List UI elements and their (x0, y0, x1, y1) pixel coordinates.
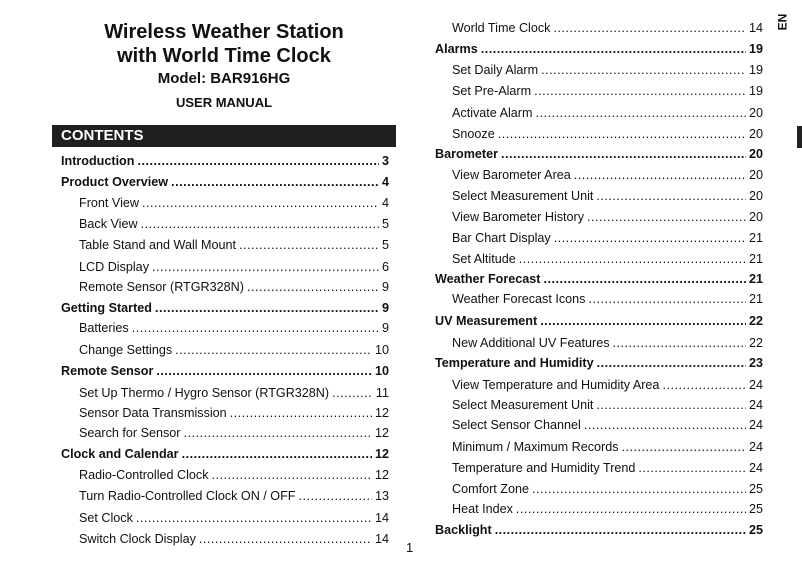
toc-entry[interactable] (452, 397, 763, 413)
toc-entry-label: Weather Forecast Icons (452, 292, 586, 306)
toc-leader-dots (596, 397, 746, 413)
toc-entry-page: 25 (748, 502, 763, 516)
toc-entry-page: 13 (374, 489, 389, 503)
toc-entry[interactable] (79, 488, 389, 504)
toc-entry-page: 25 (748, 523, 763, 537)
toc-entry-page: 12 (374, 447, 389, 461)
toc-entry-page: 9 (381, 321, 389, 335)
toc-entry-page: 24 (748, 440, 763, 454)
toc-leader-dots (481, 41, 746, 57)
toc-entry-label: Barometer (435, 147, 498, 161)
toc-entry-label: Activate Alarm (452, 106, 533, 120)
toc-entry-label: World Time Clock (452, 21, 551, 35)
toc-entry[interactable] (79, 216, 389, 232)
toc-entry[interactable] (79, 510, 389, 526)
toc-entry[interactable] (435, 355, 763, 371)
toc-entry-label: Remote Sensor (61, 364, 154, 378)
toc-entry-page: 21 (748, 292, 763, 306)
toc-leader-dots (519, 251, 746, 267)
toc-entry[interactable] (452, 291, 763, 307)
toc-entry-page: 4 (381, 196, 389, 210)
toc-leader-dots (199, 531, 372, 547)
toc-entry-label: Set Daily Alarm (452, 63, 539, 77)
toc-leader-dots (597, 355, 746, 371)
toc-leader-dots (212, 467, 372, 483)
toc-entry-label: Remote Sensor (RTGR328N) (79, 280, 244, 294)
toc-leader-dots (495, 522, 746, 538)
toc-entry-label: Set Pre-Alarm (452, 84, 532, 98)
toc-entry-label: Select Measurement Unit (452, 398, 594, 412)
toc-entry[interactable] (452, 105, 763, 121)
toc-entry[interactable] (61, 446, 389, 462)
toc-entry-page: 12 (374, 468, 389, 482)
toc-entry-page: 20 (748, 168, 763, 182)
toc-entry-page: 24 (748, 398, 763, 412)
toc-entry[interactable] (452, 417, 763, 433)
toc-entry-label: Search for Sensor (79, 426, 181, 440)
toc-entry-page: 24 (748, 378, 763, 392)
toc-entry[interactable] (61, 153, 389, 169)
section-marker (797, 126, 802, 148)
toc-entry[interactable] (435, 313, 763, 329)
toc-entry[interactable] (452, 460, 763, 476)
language-tab-label: EN (775, 13, 790, 31)
document-title-line2: with World Time Clock (117, 45, 331, 67)
toc-leader-dots (184, 425, 372, 441)
toc-entry-label: Introduction (61, 154, 135, 168)
toc-entry-label: New Additional UV Features (452, 336, 610, 350)
toc-entry-page: 22 (748, 314, 763, 328)
toc-entry-label: Snooze (452, 127, 495, 141)
user-manual-label: USER MANUAL (175, 95, 273, 110)
toc-leader-dots (498, 126, 746, 142)
toc-entry-label: Product Overview (61, 175, 169, 189)
toc-entry-label: View Barometer History (452, 210, 585, 224)
toc-leader-dots (132, 320, 379, 336)
toc-entry[interactable] (452, 335, 763, 351)
toc-entry-page: 6 (381, 260, 389, 274)
toc-leader-dots (596, 188, 746, 204)
toc-entry[interactable] (435, 41, 763, 57)
toc-entry-page: 14 (374, 511, 389, 525)
toc-entry-label: Getting Started (61, 301, 152, 315)
toc-entry-label: Backlight (435, 523, 492, 537)
toc-entry-page: 10 (374, 364, 389, 378)
toc-entry-label: Alarms (435, 42, 478, 56)
toc-leader-dots (175, 342, 372, 358)
toc-leader-dots (171, 174, 379, 190)
toc-entry-page: 4 (381, 175, 389, 189)
toc-leader-dots (152, 259, 379, 275)
toc-entry-label: Clock and Calendar (61, 447, 179, 461)
toc-entry[interactable] (79, 531, 389, 547)
toc-entry-page: 25 (748, 482, 763, 496)
toc-entry-label: Set Up Thermo / Hygro Sensor (RTGR328N) (79, 386, 330, 400)
toc-entry-label: Select Sensor Channel (452, 418, 581, 432)
toc-leader-dots (638, 460, 746, 476)
toc-entry-page: 14 (374, 532, 389, 546)
toc-entry[interactable] (452, 251, 763, 267)
toc-leader-dots (536, 105, 746, 121)
toc-entry-label: Bar Chart Display (452, 231, 551, 245)
toc-entry-label: LCD Display (79, 260, 149, 274)
toc-entry-label: View Temperature and Humidity Area (452, 378, 660, 392)
toc-entry-label: Batteries (79, 321, 129, 335)
toc-entry-page: 12 (374, 406, 389, 420)
toc-entry[interactable] (452, 439, 763, 455)
toc-entry-label: Temperature and Humidity Trend (452, 461, 636, 475)
toc-leader-dots (137, 153, 379, 169)
toc-entry[interactable] (79, 279, 389, 295)
toc-entry[interactable] (435, 522, 763, 538)
toc-entry-page: 11 (375, 386, 389, 400)
toc-entry[interactable] (79, 405, 389, 421)
model-number: Model: BAR916HG (157, 70, 291, 87)
toc-leader-dots (543, 271, 746, 287)
toc-entry-page: 9 (381, 280, 389, 294)
toc-leader-dots (574, 167, 746, 183)
contents-heading-bar (52, 125, 396, 147)
toc-leader-dots (332, 385, 373, 401)
toc-entry-label: Turn Radio-Controlled Clock ON / OFF (79, 489, 296, 503)
toc-leader-dots (299, 488, 372, 504)
toc-entry-label: Temperature and Humidity (435, 356, 594, 370)
toc-entry-label: Back View (79, 217, 138, 231)
toc-entry-label: Select Measurement Unit (452, 189, 594, 203)
toc-leader-dots (554, 230, 746, 246)
toc-leader-dots (662, 377, 746, 393)
toc-leader-dots (247, 279, 379, 295)
toc-entry[interactable] (452, 501, 763, 517)
toc-entry[interactable] (452, 62, 763, 78)
toc-entry[interactable] (79, 195, 389, 211)
toc-entry[interactable] (452, 481, 763, 497)
toc-leader-dots (534, 83, 746, 99)
toc-leader-dots (532, 481, 746, 497)
toc-entry-page: 19 (748, 42, 763, 56)
toc-entry-page: 20 (748, 106, 763, 120)
toc-entry-page: 20 (748, 210, 763, 224)
toc-entry[interactable] (452, 20, 763, 36)
toc-leader-dots (541, 62, 746, 78)
toc-entry-page: 12 (374, 426, 389, 440)
toc-entry-page: 20 (748, 127, 763, 141)
toc-leader-dots (182, 446, 372, 462)
toc-entry-label: UV Measurement (435, 314, 538, 328)
toc-entry-page: 24 (748, 461, 763, 475)
toc-entry[interactable] (61, 300, 389, 316)
toc-entry-page: 3 (381, 154, 389, 168)
toc-entry[interactable] (79, 385, 389, 401)
toc-entry-page: 24 (748, 418, 763, 432)
contents-heading: CONTENTS (61, 127, 144, 144)
toc-entry-page: 19 (748, 63, 763, 77)
toc-entry[interactable] (79, 342, 389, 358)
toc-entry-label: Minimum / Maximum Records (452, 440, 619, 454)
toc-entry-label: Table Stand and Wall Mount (79, 238, 237, 252)
toc-entry[interactable] (79, 237, 389, 253)
toc-entry-page: 21 (748, 252, 763, 266)
toc-entry-page: 9 (381, 301, 389, 315)
toc-leader-dots (553, 20, 746, 36)
toc-entry[interactable] (435, 271, 763, 287)
toc-entry-page: 19 (748, 84, 763, 98)
toc-entry[interactable] (452, 377, 763, 393)
toc-leader-dots (155, 300, 379, 316)
toc-entry-label: Sensor Data Transmission (79, 406, 227, 420)
toc-entry[interactable] (435, 146, 763, 162)
toc-entry[interactable] (79, 259, 389, 275)
toc-leader-dots (587, 209, 746, 225)
toc-leader-dots (156, 363, 372, 379)
toc-entry-label: Change Settings (79, 343, 173, 357)
page-number: 1 (406, 540, 414, 555)
toc-entry-page: 22 (748, 336, 763, 350)
toc-leader-dots (622, 439, 746, 455)
toc-leader-dots (501, 146, 746, 162)
toc-entry[interactable] (452, 167, 763, 183)
toc-entry-label: View Barometer Area (452, 168, 571, 182)
toc-entry[interactable] (79, 320, 389, 336)
toc-entry[interactable] (452, 188, 763, 204)
toc-entry-label: Set Altitude (452, 252, 516, 266)
toc-leader-dots (540, 313, 746, 329)
toc-entry-page: 21 (748, 272, 763, 286)
toc-entry-page: 14 (748, 21, 763, 35)
toc-entry[interactable] (452, 230, 763, 246)
toc-leader-dots (584, 417, 746, 433)
toc-entry-page: 20 (748, 189, 763, 203)
toc-entry-page: 20 (748, 147, 763, 161)
toc-entry-label: Set Clock (79, 511, 133, 525)
toc-entry[interactable] (61, 174, 389, 190)
toc-entry-page: 10 (374, 343, 389, 357)
toc-leader-dots (141, 216, 379, 232)
toc-entry-label: Radio-Controlled Clock (79, 468, 209, 482)
toc-entry-page: 23 (748, 356, 763, 370)
toc-entry[interactable] (452, 83, 763, 99)
toc-entry[interactable] (79, 425, 389, 441)
toc-entry[interactable] (79, 467, 389, 483)
toc-leader-dots (230, 405, 372, 421)
document-title-line1: Wireless Weather Station (104, 21, 344, 43)
toc-entry-label: Weather Forecast (435, 272, 541, 286)
toc-entry-label: Front View (79, 196, 139, 210)
toc-leader-dots (588, 291, 746, 307)
toc-entry[interactable] (452, 209, 763, 225)
toc-entry-page: 5 (381, 217, 389, 231)
toc-leader-dots (239, 237, 379, 253)
toc-leader-dots (516, 501, 746, 517)
toc-entry-page: 21 (748, 231, 763, 245)
toc-entry[interactable] (452, 126, 763, 142)
toc-entry-label: Switch Clock Display (79, 532, 196, 546)
toc-leader-dots (142, 195, 379, 211)
toc-entry-page: 5 (381, 238, 389, 252)
toc-entry-label: Comfort Zone (452, 482, 529, 496)
toc-leader-dots (613, 335, 746, 351)
toc-entry-label: Heat Index (452, 502, 513, 516)
toc-leader-dots (136, 510, 372, 526)
toc-entry[interactable] (61, 363, 389, 379)
language-tab (776, 10, 796, 36)
